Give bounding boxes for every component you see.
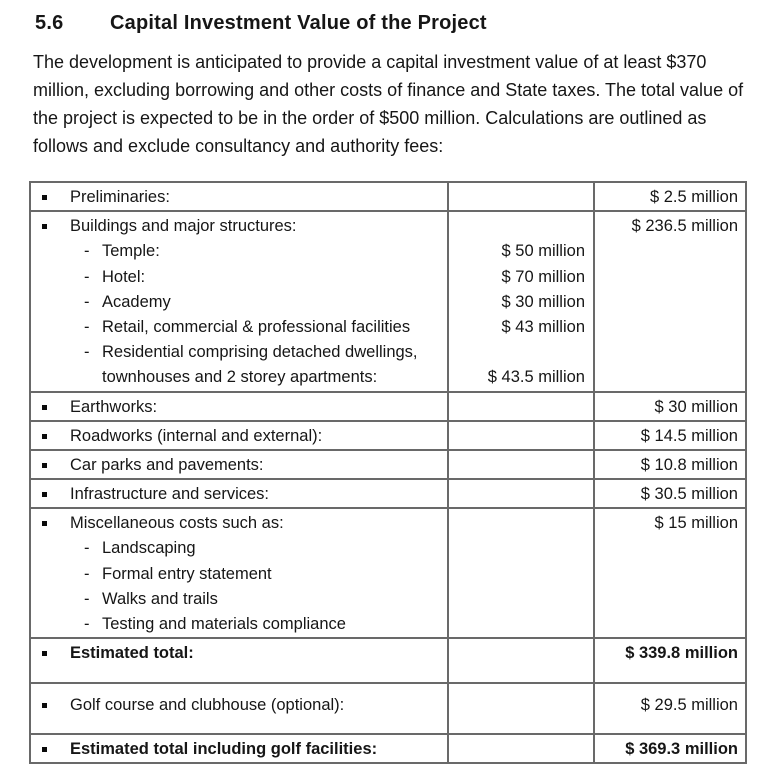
sub-item-value: $ 43 million <box>501 317 585 336</box>
dash-marker: - <box>84 292 90 311</box>
sub-item-value: $ 43.5 million <box>487 368 585 387</box>
sub-item-label: Landscaping <box>102 539 196 558</box>
sub-item <box>84 365 447 390</box>
bullet-square-icon <box>42 492 47 497</box>
intro-paragraph: The development is anticipated to provide a capital investment value of at least $370 million, excluding borrowing and other costs of finance and State taxes. The total value of the project is expected to be in the order of $500 million. Calculations are outlined as follows and exclude consultancy and authority fees: <box>33 52 744 156</box>
sub-item-value: $ 50 million <box>501 242 585 261</box>
row-value: $ 15 million <box>654 514 738 533</box>
row-value: $ 236.5 million <box>631 217 738 236</box>
row-value: $ 2.5 million <box>649 188 738 206</box>
section-title: Capital Investment Value of the Project <box>110 12 487 34</box>
sub-item-label: Retail, commercial & professional facilities <box>102 317 411 336</box>
sub-item-value: $ 30 million <box>501 292 585 311</box>
row-value: $ 14.5 million <box>640 426 738 445</box>
document-page <box>0 12 764 759</box>
row-label: Roadworks (internal and external): <box>70 426 323 445</box>
row-label: Golf course and clubhouse (optional): <box>70 696 345 715</box>
sub-item <box>84 562 447 587</box>
dash-marker: - <box>84 343 90 362</box>
row-label: Preliminaries: <box>70 188 170 206</box>
dash-marker: - <box>84 539 90 558</box>
sub-item <box>84 315 447 340</box>
bullet-square-icon <box>42 434 47 439</box>
row-label: Estimated total including golf facilities: <box>70 740 378 759</box>
sub-item <box>84 536 447 561</box>
dash-marker: - <box>84 242 90 261</box>
sub-item-label: Walks and trails <box>102 589 218 608</box>
sub-item <box>84 290 447 315</box>
bullet-square-icon <box>42 405 47 410</box>
sub-item-label: Hotel: <box>102 267 146 286</box>
table-row-car-parks <box>30 450 746 479</box>
sub-item-value <box>449 340 593 365</box>
capital-investment-table <box>29 181 747 764</box>
dash-marker: - <box>84 267 90 286</box>
row-value: $ 369.3 million <box>625 740 738 759</box>
bullet-square-icon <box>42 651 47 656</box>
row-value: $ 339.8 million <box>625 644 738 663</box>
sub-item <box>84 587 447 612</box>
sub-item-label: Formal entry statement <box>102 564 272 583</box>
dash-marker: - <box>84 615 90 633</box>
table-row-buildings <box>30 211 746 391</box>
sub-item-label: Testing and materials compliance <box>102 615 346 633</box>
row-value: $ 29.5 million <box>640 696 738 715</box>
dash-marker: - <box>84 564 90 583</box>
row-label: Car parks and pavements: <box>70 455 264 474</box>
section-heading <box>35 12 764 35</box>
sub-item-label: Temple: <box>102 242 160 261</box>
sub-item-label: townhouses and 2 storey apartments: <box>102 368 378 387</box>
bullet-square-icon <box>42 224 47 229</box>
row-label: Estimated total: <box>70 644 194 663</box>
dash-marker <box>84 365 102 390</box>
table-row-estimated-total <box>30 638 746 683</box>
row-value: $ 10.8 million <box>640 455 738 474</box>
row-value: $ 30 million <box>654 397 738 416</box>
section-number: 5.6 <box>35 12 64 34</box>
table-row-estimated-total-incl-golf <box>30 734 746 763</box>
sub-item <box>84 612 447 637</box>
sub-item-label: Academy <box>102 292 171 311</box>
bullet-square-icon <box>42 463 47 468</box>
sub-item <box>84 340 447 365</box>
dash-marker: - <box>84 589 90 608</box>
row-label: Infrastructure and services: <box>70 485 269 504</box>
bullet-square-icon <box>42 703 47 708</box>
table-row-earthworks <box>30 392 746 421</box>
bullet-square-icon <box>42 521 47 526</box>
table-row-golf-course <box>30 683 746 734</box>
sub-item-label: Residential comprising detached dwellings, <box>102 343 418 362</box>
sub-item-value: $ 70 million <box>501 267 585 286</box>
table-row-preliminaries <box>30 182 746 211</box>
table-row-miscellaneous <box>30 508 746 638</box>
row-label: Buildings and major structures: <box>70 217 297 236</box>
row-label: Earthworks: <box>70 397 158 416</box>
bullet-square-icon <box>42 747 47 752</box>
row-label: Miscellaneous costs such as: <box>70 514 284 533</box>
sub-item <box>84 265 447 290</box>
dash-marker: - <box>84 317 90 336</box>
row-value: $ 30.5 million <box>640 485 738 504</box>
table-row-roadworks <box>30 421 746 450</box>
table-row-infrastructure <box>30 479 746 508</box>
bullet-square-icon <box>42 195 47 200</box>
sub-item <box>84 239 447 264</box>
